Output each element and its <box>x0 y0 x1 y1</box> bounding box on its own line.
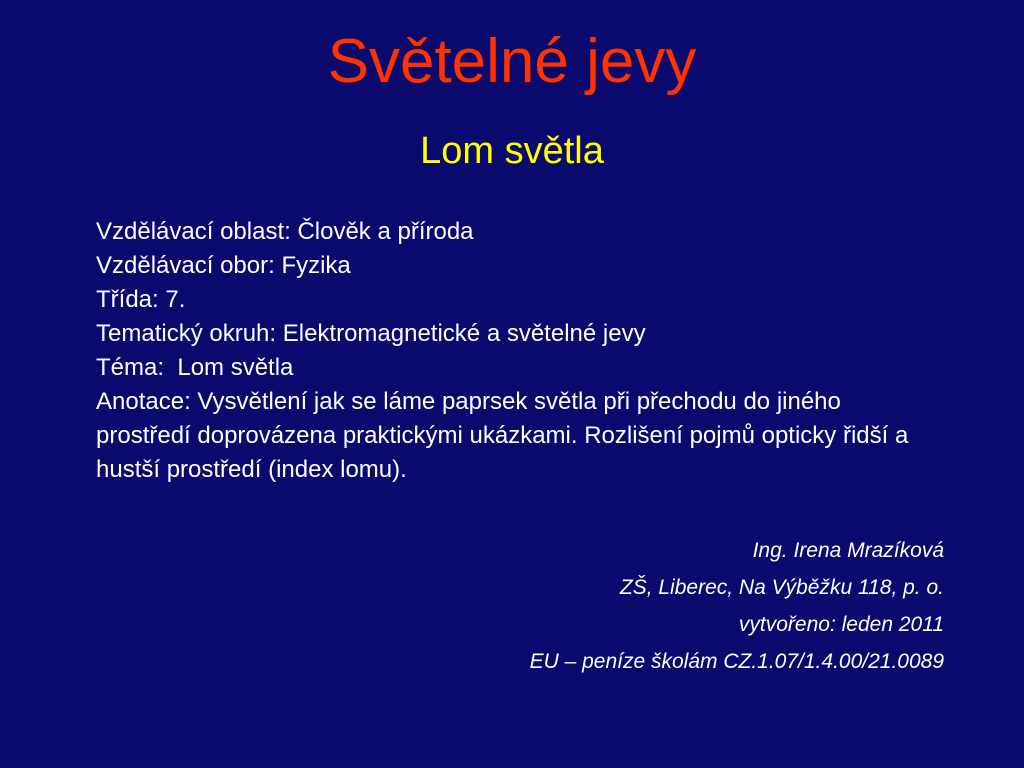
info-topic: Téma: Lom světla <box>96 354 294 381</box>
credits-author: Ing. Irena Mrazíková <box>752 539 944 562</box>
slide-title: Světelné jevy <box>327 27 697 96</box>
credits-project: EU – peníze školám CZ.1.07/1.4.00/21.0089 <box>529 650 944 673</box>
credits-block <box>530 532 944 680</box>
info-annotation: Anotace: Vysvětlení jak se láme paprsek světla při přechodu do jiného prostředí doprovázena praktickými ukázkami. Rozlišení pojmů opticky řidší a hustší prostředí (index lomu). <box>96 388 909 483</box>
info-field: Vzdělávací obor: Fyzika <box>96 252 351 279</box>
info-block <box>96 215 946 487</box>
info-thematic-area: Tematický okruh: Elektromagnetické a světelné jevy <box>96 320 646 347</box>
info-area: Vzdělávací oblast: Člověk a příroda <box>96 218 474 245</box>
info-class: Třída: 7. <box>96 286 186 313</box>
credits-school: ZŠ, Liberec, Na Výběžku 118, p. o. <box>619 576 944 599</box>
credits-created: vytvořeno: leden 2011 <box>738 613 944 636</box>
slide-subtitle: Lom světla <box>420 130 604 172</box>
